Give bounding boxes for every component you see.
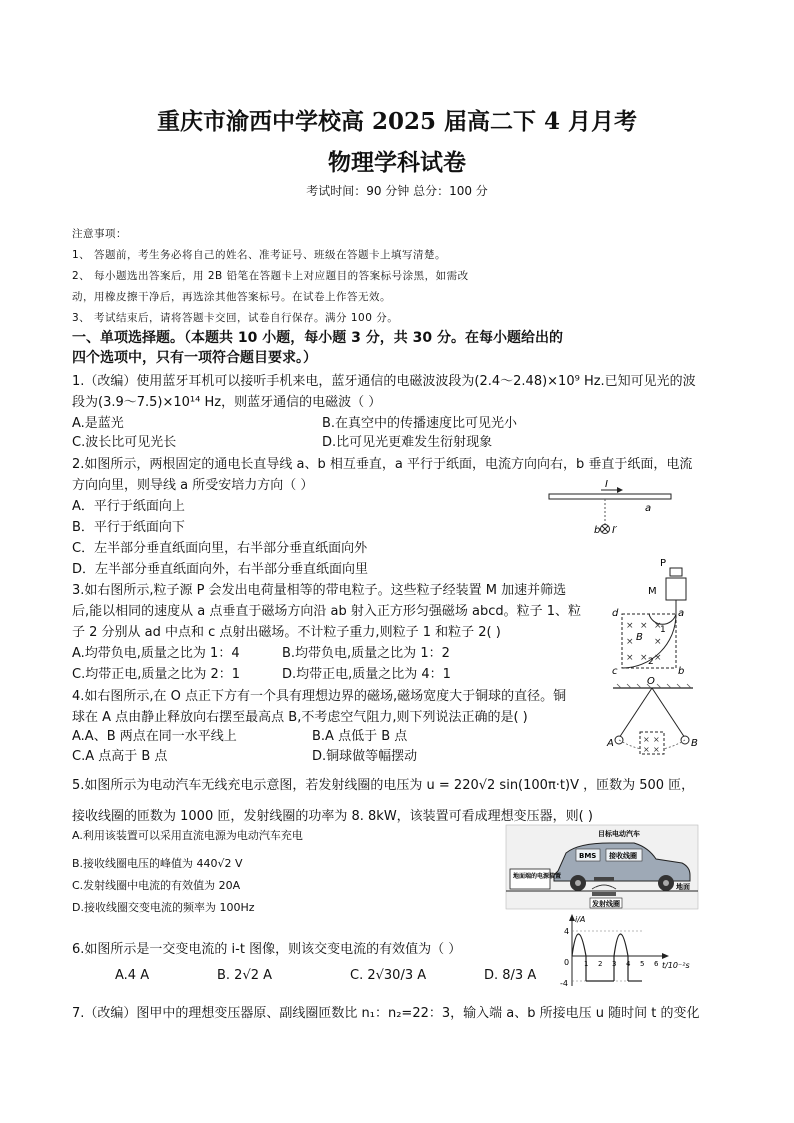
svg-text:×: × xyxy=(654,621,662,631)
q1-stem: 段为(3.9～7.5)×10¹⁴ Hz，则蓝牙通信的电磁波（ ） xyxy=(72,395,382,410)
q4-stem: 4.如右图所示,在 O 点正下方有一个具有理想边界的磁场,磁场宽度大于铜球的直径。铜 xyxy=(72,689,567,704)
q6-option-a: A.4 A xyxy=(115,968,150,983)
q5-label-ground-device: 地面端的电源装置 xyxy=(513,873,562,880)
q3-label-b: b xyxy=(678,666,685,677)
svg-text:×: × xyxy=(626,637,634,647)
q5-label-sender: 发射线圈 xyxy=(592,900,620,908)
exam-title: 重庆市渝西中学校高 2025 届高二下 4 月月考 xyxy=(156,108,638,135)
q2-stem: 方向向里，则导线 a 所受安培力方向（ ） xyxy=(72,478,314,493)
q3-option-d: D.均带正电,质量之比为 4：1 xyxy=(282,667,451,682)
q3-option-b: B.均带负电,质量之比为 1：2 xyxy=(282,646,450,661)
q5-stem: 接收线圈的匝数为 1000 匝，发射线圈的功率为 8. 8kW，该装置可看成理想变压器，则( ) xyxy=(72,809,593,824)
q4-label-b: B xyxy=(691,738,698,749)
q3-label-a: a xyxy=(678,608,685,619)
q6-tick-bottom: -4 xyxy=(560,979,568,988)
svg-text:×: × xyxy=(654,637,662,647)
q1-option-a: A.是蓝光 xyxy=(72,416,124,431)
q2-label-b: b xyxy=(594,525,601,536)
q2-figure xyxy=(545,480,675,545)
q1-option-b: B.在真空中的传播速度比可见光小 xyxy=(322,416,518,431)
note-line: 动，用橡皮擦干净后，再选涂其他答案标号。在试卷上作答无效。 xyxy=(72,291,391,303)
svg-text:×: × xyxy=(640,653,648,663)
q4-label-o: O xyxy=(647,676,655,687)
svg-text:×: × xyxy=(654,653,662,663)
q6-stem: 6.如图所示是一交变电流的 i-t 图像，则该交变电流的有效值为（ ） xyxy=(72,942,462,957)
exam-meta: 考试时间：90 分钟 总分：100 分 xyxy=(306,184,488,198)
svg-text:×: × xyxy=(640,621,648,631)
q6-tick-4: 4 xyxy=(626,960,631,968)
note-line: 1、 答题前，考生务必将自己的姓名、准考证号、班级在答题卡上填写清楚。 xyxy=(72,249,447,261)
q5-label-bms: BMS xyxy=(579,852,597,860)
svg-text:×: × xyxy=(626,653,634,663)
q4-figure xyxy=(603,676,703,760)
q6-tick-6: 6 xyxy=(654,960,659,968)
q2-stem: 2.如图所示，两根固定的通电长直导线 a、b 相互垂直，a 平行于纸面，电流方向向右，b 垂直于纸面，电流 xyxy=(72,457,693,472)
q7-stem: 7.（改编）图甲中的理想变压器原、副线圈匝数比 n₁：n₂=22：3，输入端 a、b 所接电压 u 随时间 t 的变化 xyxy=(72,1006,700,1021)
q6-label-x: t/10⁻²s xyxy=(662,961,690,970)
q6-tick-5: 5 xyxy=(640,960,645,968)
svg-text:×: × xyxy=(643,735,650,744)
q1-option-c: C.波长比可见光长 xyxy=(72,435,177,450)
q2-option-d: D．左半部分垂直纸面向外，右半部分垂直纸面向里 xyxy=(72,562,369,577)
q4-label-a: A xyxy=(607,738,614,749)
q3-option-a: A.均带负电,质量之比为 1：4 xyxy=(72,646,240,661)
q4-option-a: A.A、B 两点在同一水平线上 xyxy=(72,729,237,744)
q6-tick-3: 3 xyxy=(612,960,617,968)
q2-label-i-prime: I′ xyxy=(612,525,618,536)
q3-label-m: M xyxy=(648,586,657,597)
q3-stem: 3.如右图所示,粒子源 P 会发出电荷量相等的带电粒子。这些粒子经装置 M 加速并筛选 xyxy=(72,583,567,598)
q2-option-a: A．平行于纸面向上 xyxy=(72,499,185,514)
q2-option-b: B．平行于纸面向下 xyxy=(72,520,185,535)
q5-option-a: A.利用该装置可以采用直流电源为电动汽车充电 xyxy=(72,829,303,842)
q5-label-ground: 地面 xyxy=(676,883,690,891)
q3-stem: 子 2 分别从 ad 中点和 c 点射出磁场。不计粒子重力,则粒子 1 和粒子 2( ) xyxy=(72,625,501,640)
q5-label-target-car: 目标电动汽车 xyxy=(598,830,640,838)
svg-text:×: × xyxy=(653,745,660,754)
q4-option-b: B.A 点低于 B 点 xyxy=(312,729,408,744)
q3-label-particle-1: 1 xyxy=(660,625,666,635)
q2-option-c: C．左半部分垂直纸面向里，右半部分垂直纸面向外 xyxy=(72,541,368,556)
note-line: 3、 考试结束后，请将答题卡交回，试卷自行保存。满分 100 分。 xyxy=(72,312,399,324)
q5-figure xyxy=(506,825,698,909)
exam-subtitle: 物理学科试卷 xyxy=(328,149,466,176)
q4-stem: 球在 A 点由静止释放向右摆至最高点 B,不考虑空气阻力,则下列说法正确的是( ) xyxy=(72,710,528,725)
q1-option-d: D.比可见光更难发生衍射现象 xyxy=(322,435,493,450)
q3-figure xyxy=(608,556,698,680)
notes-heading: 注意事项： xyxy=(72,228,127,240)
q3-label-field: B xyxy=(636,632,643,643)
q3-label-p: P xyxy=(660,558,667,569)
svg-text:×: × xyxy=(643,745,650,754)
q5-option-b: B.接收线圈电压的峰值为 440√2 V xyxy=(72,857,243,870)
q6-option-b: B. 2√2 A xyxy=(217,968,273,983)
svg-text:×: × xyxy=(653,735,660,744)
q3-label-d: d xyxy=(612,608,619,619)
q1-stem: 1.（改编）使用蓝牙耳机可以接听手机来电，蓝牙通信的电磁波波段为(2.4～2.48)×10⁹ Hz.已知可见光的波 xyxy=(72,374,696,389)
q6-label-y: i/A xyxy=(575,915,586,924)
q3-stem: 后,能以相同的速度从 a 点垂直于磁场方向沿 ab 射入正方形匀强磁场 abcd。粒子 1、粒 xyxy=(72,604,582,619)
note-line: 2、 每小题选出答案后，用 2B 铅笔在答题卡上对应题目的答案标号涂黑，如需改 xyxy=(72,270,469,282)
section-heading: 四个选项中，只有一项符合题目要求。） xyxy=(72,350,317,366)
q6-tick-1: 1 xyxy=(584,960,589,968)
q6-option-c: C. 2√30/3 A xyxy=(350,968,427,983)
q3-option-c: C.均带正电,质量之比为 2：1 xyxy=(72,667,241,682)
q2-label-i: I xyxy=(605,479,608,490)
q5-option-d: D.接收线圈交变电流的频率为 100Hz xyxy=(72,901,255,914)
q3-label-c: c xyxy=(612,666,618,677)
q6-origin: 0 xyxy=(564,958,570,967)
q4-option-c: C.A 点高于 B 点 xyxy=(72,749,168,764)
q3-label-particle-2: 2 xyxy=(648,657,654,667)
svg-text:×: × xyxy=(626,621,634,631)
q6-figure xyxy=(558,912,698,990)
q6-tick-top: 4 xyxy=(564,927,570,936)
q5-option-c: C.发射线圈中电流的有效值为 20A xyxy=(72,879,241,892)
q5-stem: 5.如图所示为电动汽车无线充电示意图，若发射线圈的电压为 u = 220√2 sin(100π·t)V ，匝数为 500 匝， xyxy=(72,778,695,793)
q6-tick-2: 2 xyxy=(598,960,603,968)
q6-option-d: D. 8/3 A xyxy=(484,968,537,983)
q5-label-receiver: 接收线圈 xyxy=(609,852,637,860)
section-heading: 一、单项选择题。（本题共 10 小题，每小题 3 分，共 30 分。在每小题给出的 xyxy=(72,330,563,346)
q2-label-a: a xyxy=(645,503,652,514)
q4-option-d: D.铜球做等幅摆动 xyxy=(312,749,418,764)
